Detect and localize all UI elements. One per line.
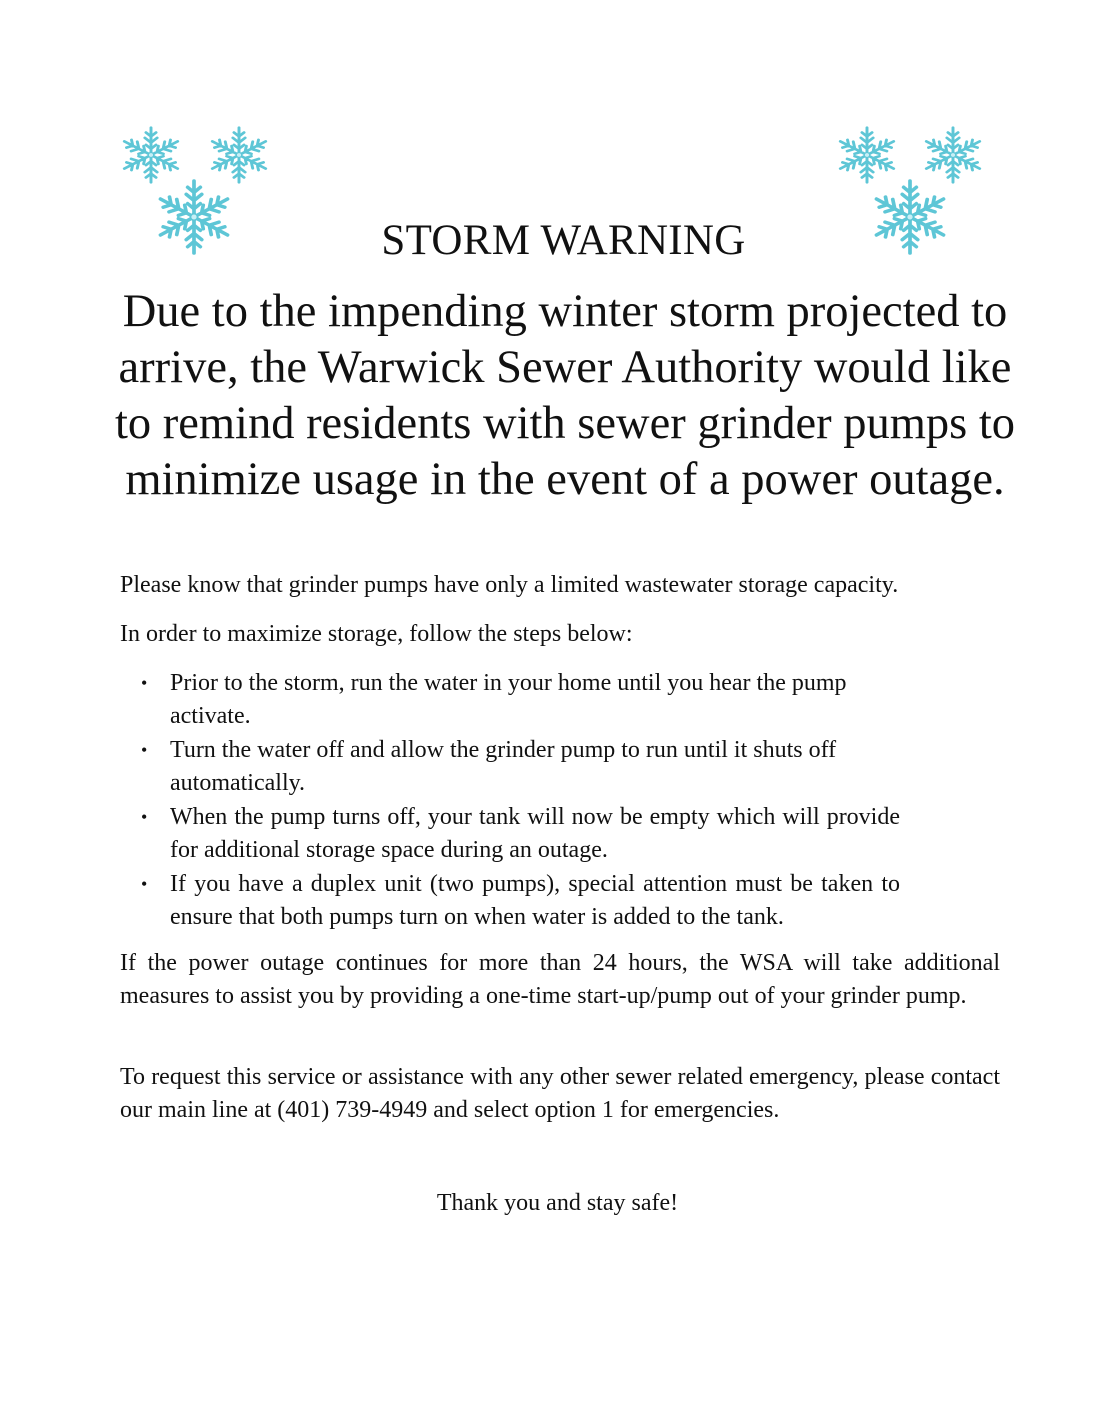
outage-paragraph: If the power outage continues for more than 24 hours, the WSA will take additional measures to assist you by providing a one-time start-up/pump out of your grinder pump. [120, 950, 1000, 1009]
bullet-icon: • [141, 874, 148, 894]
list-item [141, 667, 900, 733]
step-text: Prior to the storm, run the water in your home until you hear the pump activate. [170, 670, 847, 729]
closing-text: Thank you and stay safe! [436, 1190, 679, 1216]
bullet-icon: • [141, 740, 148, 760]
list-item [141, 868, 900, 934]
intro-text: In order to maximize storage, follow the steps below: [120, 621, 633, 647]
step-text: If you have a duplex unit (two pumps), special attention must be taken to ensure that both pumps turn on when water is added to the tank. [170, 871, 900, 930]
page-title: STORM WARNING [381, 217, 746, 264]
bullet-icon: • [141, 673, 148, 693]
intro-text: Please know that grinder pumps have only a limited wastewater storage capacity. [120, 572, 899, 598]
contact-paragraph: To request this service or assistance with any other sewer related emergency, please contact our main line at (401) 739-4949 and select option 1 for emergencies. [120, 1064, 1000, 1123]
list-item [141, 801, 900, 867]
list-item [141, 734, 900, 800]
lead-paragraph: Due to the impending winter storm projected to arrive, the Warwick Sewer Authority would like to remind residents with sewer grinder pumps to minimize usage in the event of a power outage. [114, 286, 1016, 505]
step-text: Turn the water off and allow the grinder pump to run until it shuts off automatically. [170, 737, 837, 796]
bullet-icon: • [141, 807, 148, 827]
steps-list [141, 667, 900, 935]
step-text: When the pump turns off, your tank will now be empty which will provide for additional storage space during an outage. [170, 804, 900, 863]
